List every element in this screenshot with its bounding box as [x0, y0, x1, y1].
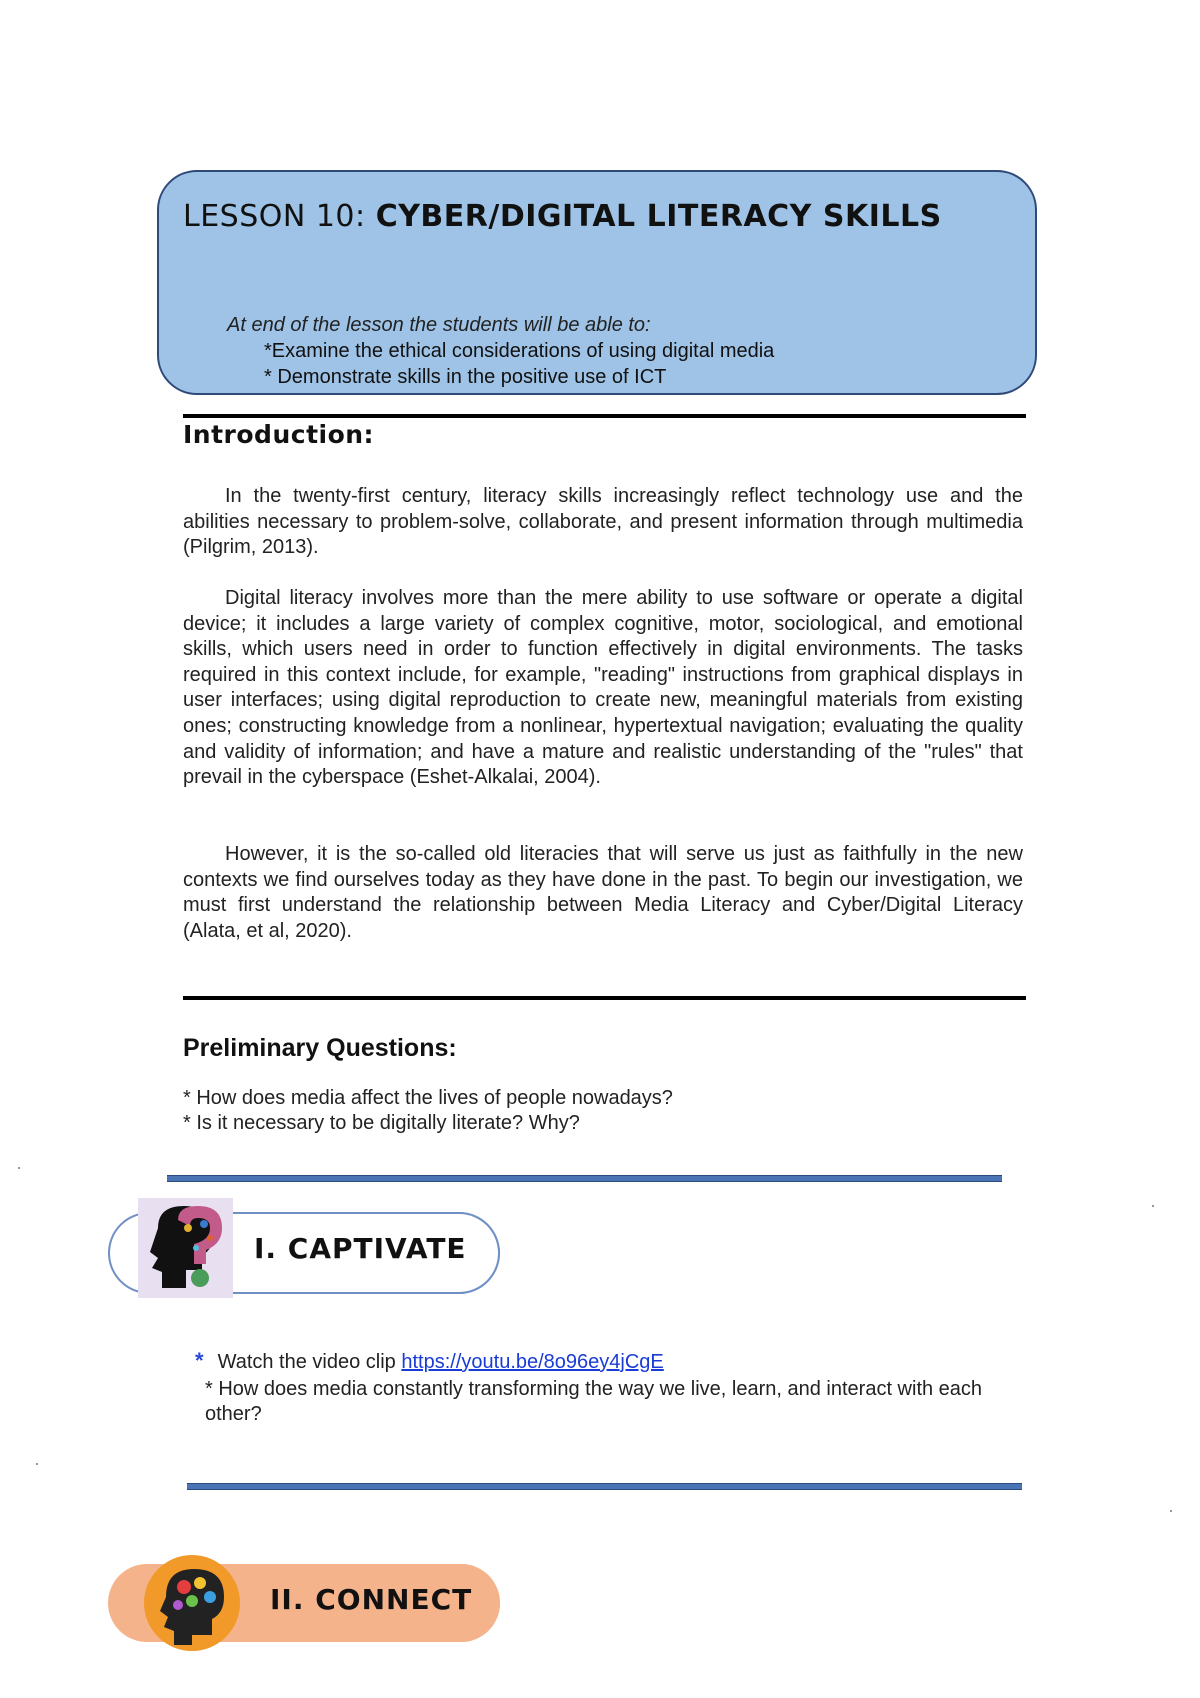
- scan-dot: [1170, 1510, 1172, 1512]
- section-divider-blue: [187, 1483, 1022, 1490]
- intro-paragraph: In the twenty-first century, literacy skills increasingly reflect technology use and the abilities necessary to problem-solve, collaborate, and present information through multimedia (Pilgrim, 2013).: [183, 485, 1023, 559]
- scan-dot: [36, 1463, 38, 1465]
- intro-paragraph: Digital literacy involves more than the mere ability to use software or operate a digital device; it includes a large variety of complex cognitive, motor, sociological, and emotional skills, which users need in order to function effectively in digital environments. The tasks required in this context include, for example, "reading" instructions from graphical displays in user interfaces; using digital reproduction to create new, meaningful materials from existing ones; constructing knowledge from a nonlinear, hypertextual navigation; evaluating the quality and validity of information; and have a mature and realistic understanding of the "rules" that prevail in the cyberspace (Eshet-Alkalai, 2004).: [183, 587, 1023, 789]
- bullet-star: *: [195, 1348, 204, 1373]
- scan-dot: [1152, 1205, 1154, 1207]
- watch-text: Watch the video clip: [217, 1351, 396, 1373]
- section-divider-blue: [167, 1175, 1002, 1182]
- captivate-label: I. CAPTIVATE: [254, 1232, 467, 1265]
- lesson-header-box: [157, 170, 1037, 395]
- objectives-intro: At end of the lesson the students will be able to:: [227, 314, 651, 336]
- video-link[interactable]: https://youtu.be/8o96ey4jCgE: [401, 1351, 664, 1373]
- objective-item: *Examine the ethical considerations of using digital media: [264, 340, 775, 362]
- preliminary-question: * Is it necessary to be digitally literate? Why?: [183, 1112, 580, 1134]
- introduction-heading: Introduction:: [183, 420, 375, 449]
- section-divider: [183, 414, 1026, 418]
- colorful-head-icon: [140, 1553, 250, 1653]
- lesson-name: CYBER/DIGITAL LITERACY SKILLS: [375, 199, 942, 234]
- watch-video-line: [195, 1348, 664, 1374]
- question-head-icon: [138, 1198, 233, 1298]
- lesson-title: [183, 194, 983, 240]
- intro-paragraph: However, it is the so-called old literacies that will serve us just as faithfully in the new contexts we find ourselves today as they have done in the past. To begin our investigation, we must first understand the relationship between Media Literacy and Cyber/Digital Literacy (Alata, et al, 2020).: [183, 843, 1023, 942]
- preliminary-heading: Preliminary Questions:: [183, 1034, 457, 1062]
- section-divider: [183, 996, 1026, 1000]
- objective-item: * Demonstrate skills in the positive use of ICT: [264, 366, 667, 388]
- connect-label: II. CONNECT: [270, 1583, 473, 1616]
- scan-dot: [18, 1167, 20, 1169]
- lesson-number: LESSON 10:: [183, 199, 366, 234]
- captivate-question: * How does media constantly transforming the way we live, learn, and interact with each other?: [205, 1378, 983, 1425]
- preliminary-question: * How does media affect the lives of people nowadays?: [183, 1087, 673, 1109]
